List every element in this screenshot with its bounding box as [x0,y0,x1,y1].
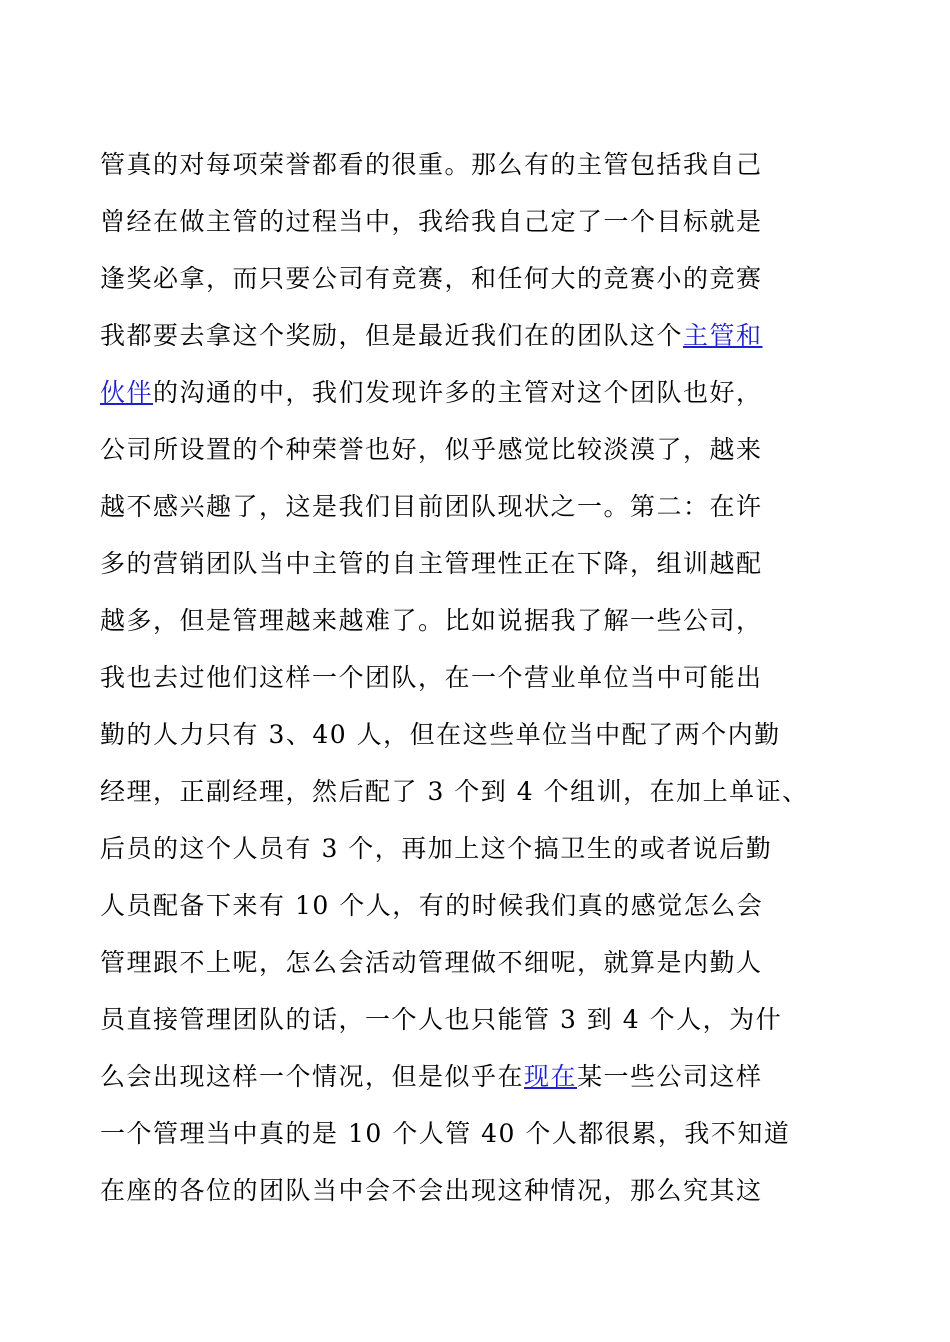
text-line [100,193,820,250]
text-line [100,934,820,991]
text-line [100,535,820,592]
text-line [100,421,820,478]
text-line [100,592,820,649]
text-segment: 在座的各位的团队当中会不会出现这种情况，那么究其这 [100,1176,763,1205]
text-segment: 么会出现这样一个情况，但是似乎在 [100,1062,525,1091]
hyperlink[interactable]: 现在 [524,1062,578,1091]
text-line [100,307,820,364]
text-line [100,820,820,877]
text-line [100,763,820,820]
text-segment: 一个管理当中真的是 10 个人管 40 个人都很累，我不知道 [100,1119,791,1148]
text-segment: 后员的这个人员有 3 个，再加上这个搞卫生的或者说后勤 [100,834,773,863]
text-line [100,1048,820,1105]
text-line [100,706,820,763]
text-line [100,991,820,1048]
text-line [100,250,820,307]
text-segment: 管真的对每项荣誉都看的很重。那么有的主管包括我自己 [100,150,763,179]
text-segment: 多的营销团队当中主管的自主管理性正在下降，组训越配 [100,549,763,578]
text-segment: 越多，但是管理越来越难了。比如说据我了解一些公司， [100,606,763,635]
hyperlink[interactable]: 主管和 [683,321,763,350]
text-segment: 管理跟不上呢，怎么会活动管理做不细呢，就算是内勤人 [100,948,763,977]
text-line [100,478,820,535]
text-segment: 经理，正副经理，然后配了 3 个到 4 个组训，在加上单证、 [100,777,809,806]
text-segment: 人员配备下来有 10 个人，有的时候我们真的感觉怎么会 [100,891,764,920]
text-line [100,649,820,706]
text-segment: 我也去过他们这样一个团队，在一个营业单位当中可能出 [100,663,763,692]
text-segment: 员直接管理团队的话，一个人也只能管 3 到 4 个人，为什 [100,1005,783,1034]
hyperlink[interactable]: 伙伴 [100,378,154,407]
text-segment: 逢奖必拿，而只要公司有竞赛，和任何大的竞赛小的竞赛 [100,264,763,293]
text-segment: 越不感兴趣了，这是我们目前团队现状之一。第二：在许 [100,492,763,521]
text-segment: 勤的人力只有 3、40 人，但在这些单位当中配了两个内勤 [100,720,781,749]
text-segment: 公司所设置的个种荣誉也好，似乎感觉比较淡漠了，越来 [100,435,763,464]
body-text [100,136,820,1219]
text-line [100,364,820,421]
text-line [100,877,820,934]
text-segment: 我都要去拿这个奖励，但是最近我们在的团队这个 [100,321,684,350]
text-segment: 某一些公司这样 [577,1062,763,1091]
text-line [100,1162,820,1219]
text-segment: 的沟通的中，我们发现许多的主管对这个团队也好， [153,378,763,407]
text-line [100,136,820,193]
text-segment: 曾经在做主管的过程当中，我给我自己定了一个目标就是 [100,207,763,236]
text-line [100,1105,820,1162]
